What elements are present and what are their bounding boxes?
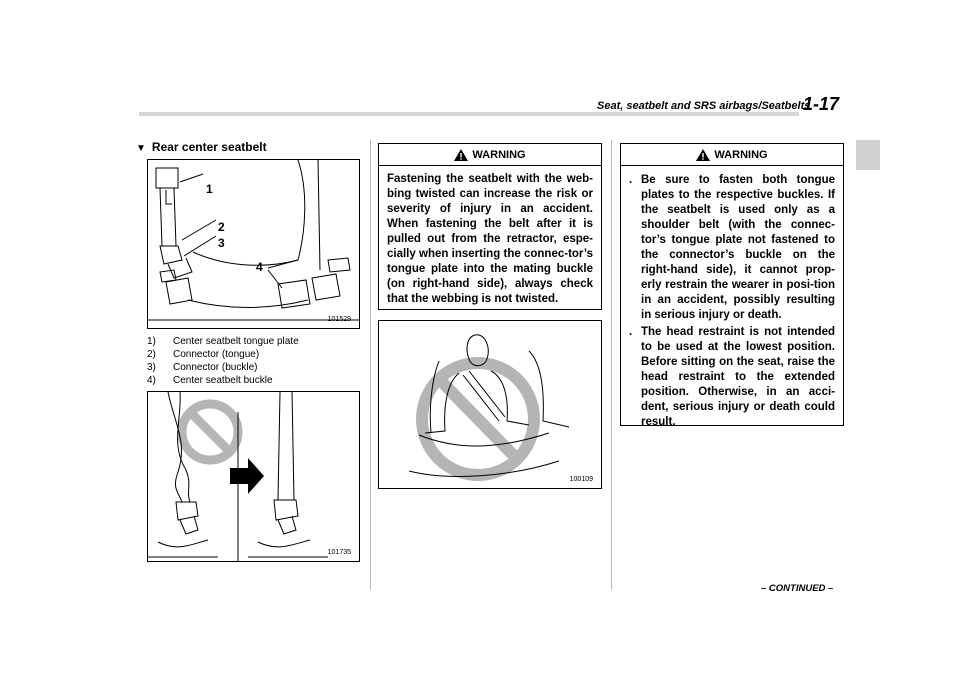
- figure-twisted-webbing: [147, 391, 360, 562]
- warning-box-tongue-plates: [620, 143, 844, 426]
- twisted-webbing-illustration: [148, 392, 360, 562]
- callout-4: 4: [256, 260, 263, 274]
- warning-bullet: . The head restraint is not intended to be used at the lowest position. Before sitting on the seat, raise the head restraint to the extended position. Otherwise, in an acci-dent, serious injury or death could result.: [629, 326, 835, 428]
- warning-text: Fastening the seatbelt with the web-bing twisted can increase the risk or severity of injury in an accident. When fastening the belt after it is pulled out from the retractor, espe-cially when inserting the connec-tor’s tongue plate into the mating buckle (on right-hand side), always check that the webbing is not twisted.: [387, 173, 593, 305]
- warning-bullet-list: [621, 166, 843, 436]
- column-divider-left: [370, 140, 371, 590]
- figure-seated-passenger: [378, 320, 602, 489]
- legend-item: 3) Connector (buckle): [147, 362, 258, 373]
- warning-title: WARNING: [472, 148, 526, 161]
- warning-header: [621, 144, 843, 166]
- chapter-title: Seat, seatbelt and SRS airbags/Seatbelts: [597, 100, 811, 112]
- warning-title: WARNING: [714, 148, 768, 161]
- column-divider-right: [611, 140, 612, 590]
- callout-1: 1: [206, 182, 213, 196]
- page-number: 1-17: [803, 94, 840, 114]
- legend-item: 4) Center seatbelt buckle: [147, 375, 273, 386]
- arrow-right-icon: [230, 458, 264, 494]
- seated-passenger-illustration: [379, 321, 602, 489]
- figure-code: 100109: [569, 476, 593, 483]
- section-arrow-icon: ▼: [136, 143, 146, 154]
- section-heading-text: Rear center seatbelt: [151, 140, 267, 154]
- continued-label: – CONTINUED –: [761, 583, 834, 594]
- warning-header: [379, 144, 601, 166]
- callout-2: 2: [218, 220, 225, 234]
- callout-3: 3: [218, 236, 225, 250]
- figure-code: 101529: [327, 316, 351, 323]
- section-heading: [136, 140, 267, 154]
- header-rule: [139, 112, 799, 116]
- legend-item: 1) Center seatbelt tongue plate: [147, 336, 299, 347]
- warning-bullet: . Be sure to fasten both tongue plates to the respective buckles. If the seatbelt is used only as a shoulder belt (with the connec-tor’s tongue plate not fastened to the connector’s buckle on the right-hand side), it cannot prop-erly restrain the wearer in posi-tion in an accident, possibly resulting in serious injury or death.: [629, 174, 835, 321]
- figure-seatbelt-diagram: [147, 159, 360, 329]
- warning-box-twisted-webbing: [378, 143, 602, 310]
- warning-triangle-icon: [454, 149, 468, 161]
- figure-code: 101735: [327, 549, 351, 556]
- figure-legend: [147, 335, 299, 387]
- chapter-side-tab: [856, 140, 880, 170]
- warning-triangle-icon: [696, 149, 710, 161]
- seatbelt-diagram-illustration: [148, 160, 360, 329]
- legend-item: 2) Connector (tongue): [147, 349, 260, 360]
